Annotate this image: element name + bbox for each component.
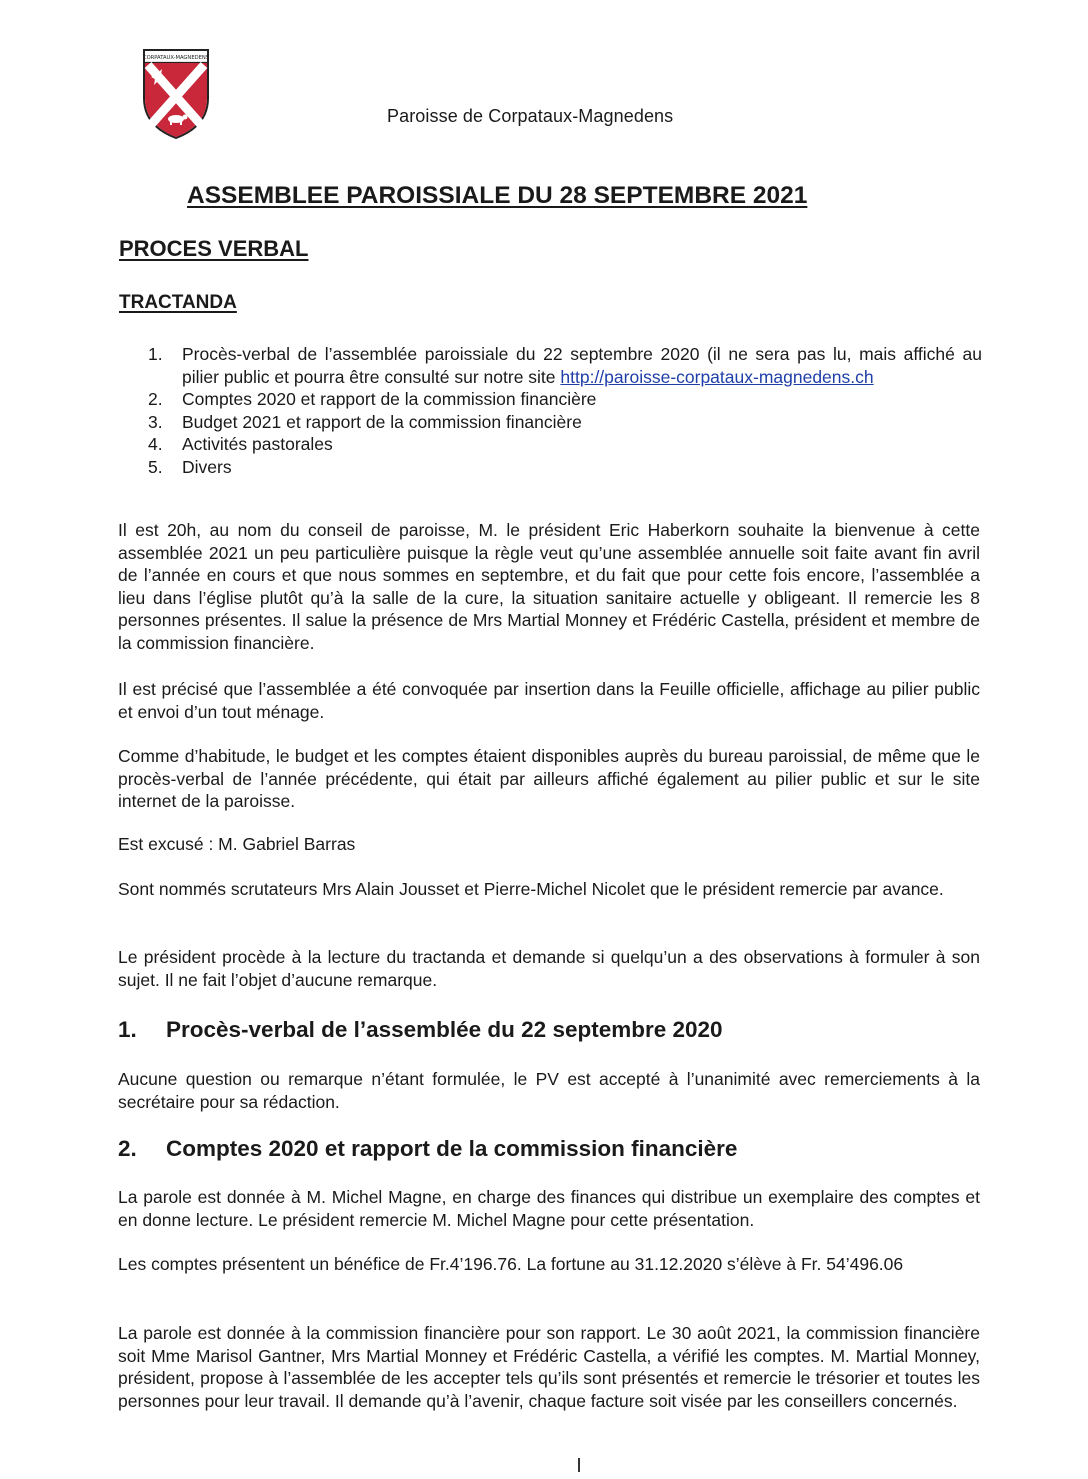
agenda-item-number: 4. <box>148 434 163 454</box>
paragraph-commission-report: La parole est donnée à la commission financière pour son rapport. Le 30 août 2021, la commission financière soit Mme Marisol Gantner, Mrs Martial Monney et Frédéric Castella, a vérifié les comptes. M. Martial Monney, président, propose à l’assemblée de les accepter tels qu’ils sont présentés et remercie le trésorier et toutes les personnes pour leur travail. Il demande qu’à l’avenir, chaque facture soit visée par les conseillers concernés. <box>118 1323 980 1411</box>
document-title: ASSEMBLEE PAROISSIALE DU 28 SEPTEMBRE 2021 <box>187 182 808 209</box>
agenda-item-number: 1. <box>148 344 163 364</box>
section-number: 1. <box>118 1017 137 1042</box>
paragraph-documents: Comme d’habitude, le budget et les comptes étaient disponibles auprès du bureau paroissial, de même que le procès-verbal de l’année précédente, qui était par ailleurs affiché également au pilier public et sur le site internet de la paroisse. <box>118 746 980 811</box>
paragraph-welcome: Il est 20h, au nom du conseil de paroisse, M. le président Eric Haberkorn souhaite la bienvenue à cette assemblée 2021 un peu particulière puisque la règle veut qu’une assemblée annuelle soit faite avant fin avril de l’année en cours et que nous sommes en septembre, et du fait que pour cette fois encore, l’assemblée a lieu dans l’église plutôt qu’à la salle de la cure, la situation sanitaire actuelle y obligeant. Il remercie les 8 personnes présentes. Il salue la présence de Mrs Martial Monney et Frédéric Castella, président et membre de la commission financière. <box>118 520 980 653</box>
agenda-item-text: Procès-verbal de l’assemblée paroissiale du 22 septembre 2020 (il ne sera pas lu, mais affiché au pilier public et pourra être consulté sur notre site <box>182 344 982 387</box>
parish-name: Paroisse de Corpataux-Magnedens <box>387 106 674 126</box>
agenda-item-text: Activités pastorales <box>182 434 333 454</box>
document-subtitle: PROCES VERBAL <box>119 236 309 261</box>
agenda-list <box>148 343 982 478</box>
paragraph-accounts-result: Les comptes présentent un bénéfice de Fr.4’196.76. La fortune au 31.12.2020 s’élève à Fr. 54’496.06 <box>118 1254 904 1274</box>
section-heading-1 <box>118 1016 980 1044</box>
agenda-item <box>148 343 982 388</box>
agenda-item <box>148 388 982 411</box>
paragraph-convocation: Il est précisé que l’assemblée a été convoquée par insertion dans la Feuille officielle, affichage au pilier public et envoi d’un tout ménage. <box>118 679 980 722</box>
page-mark <box>578 1458 580 1472</box>
agenda-item-text: Budget 2021 et rapport de la commission financière <box>182 411 582 432</box>
parish-website-link[interactable]: http://paroisse-corpataux-magnedens.ch <box>560 366 874 387</box>
crest-text: CORPATAUX-MAGNEDENS <box>142 55 210 61</box>
paragraph-tractanda-reading: Le président procède à la lecture du tractanda et demande si quelqu’un a des observations à formuler à son sujet. Il ne fait l’objet d’aucune remarque. <box>118 947 980 990</box>
agenda-item <box>148 411 982 434</box>
agenda-item-number: 2. <box>148 389 163 409</box>
paragraph-finances-presentation: La parole est donnée à M. Michel Magne, en charge des finances qui distribue un exemplaire des comptes et en donne lecture. Le président remercie M. Michel Magne pour cette présentation. <box>118 1187 980 1230</box>
agenda-item-number: 5. <box>148 456 163 477</box>
agenda-item-text: Comptes 2020 et rapport de la commission financière <box>182 389 597 409</box>
paragraph-pv-accepted: Aucune question ou remarque n’étant formulée, le PV est accepté à l’unanimité avec remerciements à la secrétaire pour sa rédaction. <box>118 1069 980 1112</box>
agenda-item <box>148 456 982 479</box>
agenda-item-number: 3. <box>148 411 163 432</box>
section-heading-2 <box>118 1135 980 1163</box>
section-title-text: Procès-verbal de l’assemblée du 22 septembre 2020 <box>166 1017 723 1042</box>
tractanda-heading: TRACTANDA <box>119 292 237 313</box>
section-number: 2. <box>118 1136 137 1161</box>
agenda-item-text: Divers <box>182 456 232 477</box>
paragraph-scrutineers: Sont nommés scrutateurs Mrs Alain Jousset et Pierre-Michel Nicolet que le président remercie par avance. <box>118 879 944 899</box>
paragraph-excused: Est excusé : M. Gabriel Barras <box>118 834 356 854</box>
agenda-item <box>148 433 982 456</box>
parish-crest-logo <box>142 48 210 140</box>
section-title-text: Comptes 2020 et rapport de la commission financière <box>166 1136 738 1161</box>
